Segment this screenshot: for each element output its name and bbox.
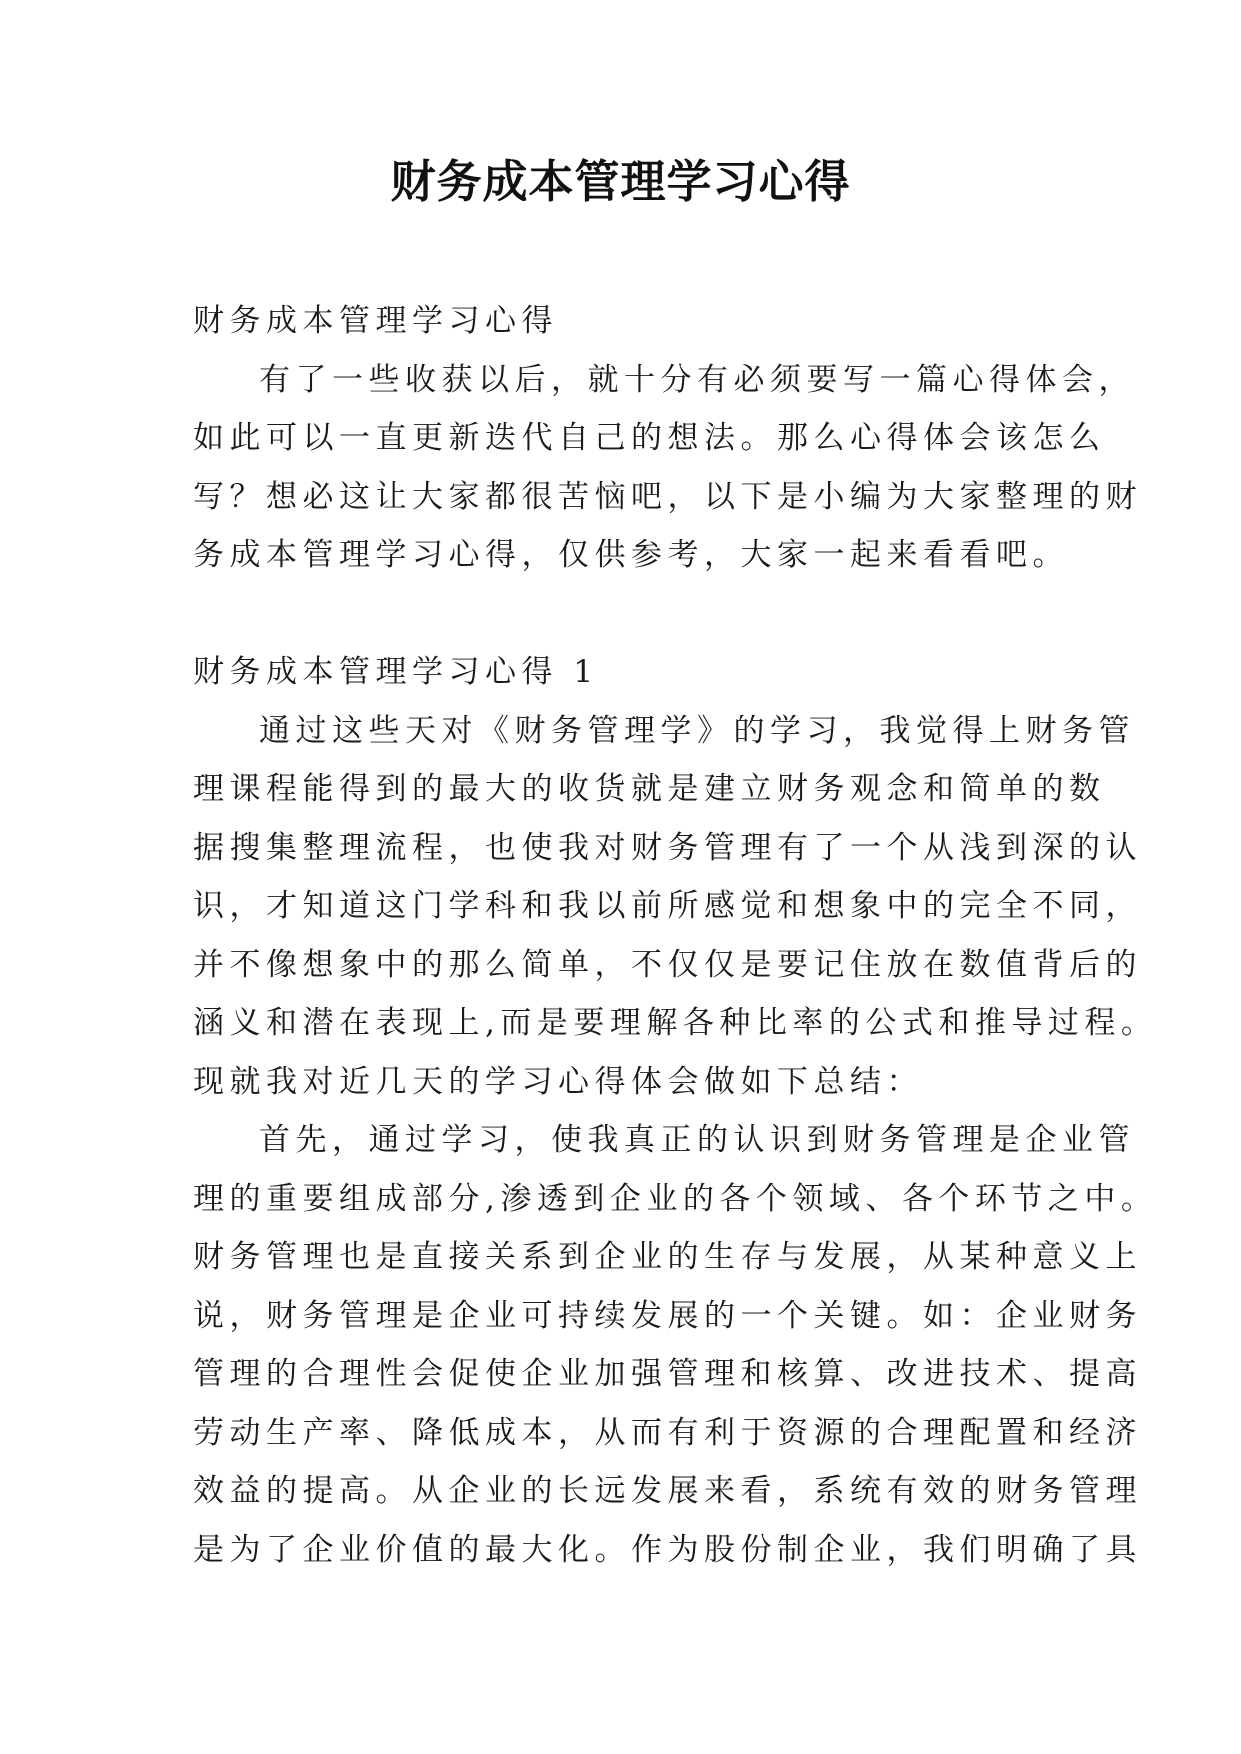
paragraph-line: 如此可以一直更新迭代自己的想法。那么心得体会该怎么 xyxy=(193,420,1106,456)
paragraph-line: 涵义和潜在表现上,而是要理解各种比率的公式和推导过程。 xyxy=(193,1005,1158,1041)
paragraph-spacer xyxy=(193,585,1063,644)
section-1-heading: 财务成本管理学习心得 1 xyxy=(193,654,599,690)
paragraph-line: 现就我对近几天的学习心得体会做如下总结： xyxy=(193,1063,923,1100)
section-1-paragraph-1 xyxy=(193,702,1158,1112)
paragraph-line: 理课程能得到的最大的收货就是建立财务观念和简单的数 xyxy=(193,771,1106,807)
paragraph-line: 并不像想象中的那么简单，不仅仅是要记住放在数值背后的 xyxy=(193,946,1142,983)
paragraph-line: 识，才知道这门学科和我以前所感觉和想象中的完全不同， xyxy=(193,888,1142,924)
paragraph-line: 财务管理也是直接关系到企业的生存与发展，从某种意义上 xyxy=(193,1239,1142,1275)
paragraph-line: 务成本管理学习心得，仅供参考，大家一起来看看吧。 xyxy=(193,537,1069,573)
section-1-paragraph-2 xyxy=(193,1111,1158,1579)
paragraph-line: 理的重要组成部分,渗透到企业的各个领域、各个环节之中。 xyxy=(193,1180,1158,1217)
paragraph-line: 写？想必这让大家都很苦恼吧，以下是小编为大家整理的财 xyxy=(193,478,1142,515)
paragraph-line: 据搜集整理流程，也使我对财务管理有了一个从浅到深的认 xyxy=(193,829,1142,866)
paragraph-line: 管理的合理性会促使企业加强管理和核算、改进技术、提高 xyxy=(193,1356,1142,1392)
paragraph-line: 说，财务管理是企业可持续发展的一个关键。如：企业财务 xyxy=(193,1297,1142,1334)
intro-paragraph xyxy=(193,351,1142,585)
paragraph-line: 首先，通过学习，使我真正的认识到财务管理是企业管 xyxy=(259,1122,1135,1158)
paragraph-line: 通过这些天对《财务管理学》的学习，我觉得上财务管 xyxy=(259,712,1135,749)
paragraph-line: 劳动生产率、降低成本，从而有利于资源的合理配置和经济 xyxy=(193,1414,1142,1451)
paragraph-line: 有了一些收获以后，就十分有必须要写一篇心得体会， xyxy=(259,361,1135,398)
section-heading: 财务成本管理学习心得 xyxy=(193,303,558,339)
paragraph-line: 是为了企业价值的最大化。作为股份制企业，我们明确了具 xyxy=(193,1531,1142,1568)
document-title: 财务成本管理学习心得 xyxy=(390,155,851,208)
document-body xyxy=(193,292,1158,1579)
paragraph-line: 效益的提高。从企业的长远发展来看，系统有效的财务管理 xyxy=(193,1473,1142,1509)
